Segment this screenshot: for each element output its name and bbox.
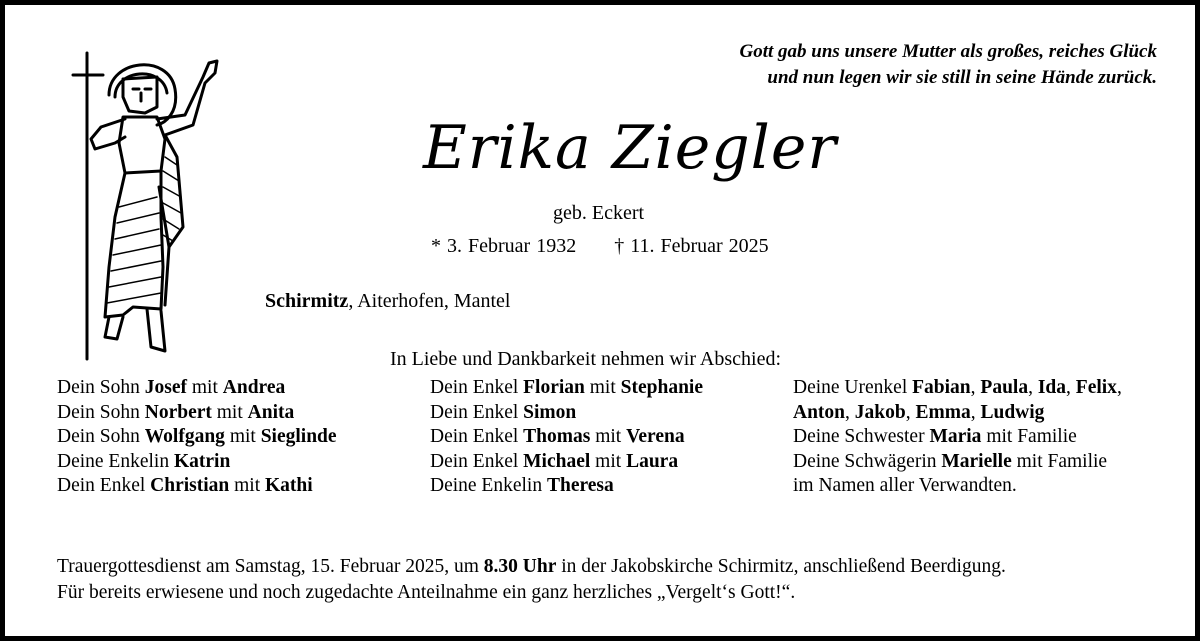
mourner-text: , bbox=[970, 401, 981, 423]
mourner-text: Dein Enkel bbox=[430, 450, 524, 472]
mourner-name: Stephanie bbox=[620, 377, 704, 398]
mourner-name: Wolfgang bbox=[144, 426, 225, 447]
mourner-name: Anton bbox=[793, 401, 846, 423]
mourner-name: Fabian bbox=[912, 377, 971, 398]
mourner-text: mit bbox=[224, 426, 261, 447]
mourners-column-3 bbox=[793, 376, 1122, 499]
place-home: Schirmitz bbox=[265, 290, 349, 312]
mourner-name: Katrin bbox=[173, 450, 231, 472]
mourner-name: Josef bbox=[144, 377, 187, 398]
mourner-text: Deine Schwester bbox=[793, 426, 930, 447]
mourner-text: Dein Enkel bbox=[430, 426, 524, 447]
mourner-text: Dein Enkel bbox=[430, 377, 524, 398]
motto-line-2: und nun legen wir sie still in seine Hände zurück. bbox=[767, 67, 1157, 88]
mourner-name: Emma bbox=[915, 401, 971, 423]
death-date: † 11. Februar 2025 bbox=[614, 235, 769, 257]
mourner-name: Michael bbox=[523, 450, 591, 472]
mourner-name: Sieglinde bbox=[260, 426, 337, 447]
motto bbox=[739, 39, 1157, 91]
mourner-text: mit bbox=[590, 426, 627, 447]
mourner-text: Dein Sohn bbox=[57, 426, 145, 447]
mourner-line bbox=[57, 474, 337, 499]
mourner-text: mit bbox=[187, 377, 223, 398]
mourner-line bbox=[430, 376, 703, 401]
life-dates bbox=[431, 235, 769, 258]
mourner-line bbox=[430, 425, 703, 450]
motto-line-1: Gott gab uns unsere Mutter als großes, reiches Glück bbox=[739, 41, 1157, 62]
mourner-text: , bbox=[1028, 377, 1038, 398]
service-location: in der Jakobskirche Schirmitz, anschließend Beerdigung. bbox=[556, 556, 1006, 577]
mourner-name: Thomas bbox=[523, 426, 591, 447]
mourner-text: Dein Enkel bbox=[57, 475, 151, 496]
mourner-name: Norbert bbox=[144, 401, 212, 423]
mourner-line bbox=[57, 425, 337, 450]
mourner-text: , bbox=[1116, 377, 1122, 398]
mourner-name: Ludwig bbox=[980, 401, 1045, 423]
maiden-name: geb. Eckert bbox=[553, 202, 645, 224]
deceased-name: Erika Ziegler bbox=[423, 113, 838, 183]
mourner-text: , bbox=[845, 401, 855, 423]
mourner-line bbox=[793, 376, 1122, 401]
mourner-name: Laura bbox=[626, 450, 679, 472]
service-line bbox=[57, 554, 1006, 580]
mourner-text: Deine Enkelin bbox=[57, 450, 174, 472]
mourner-text: , bbox=[905, 401, 916, 423]
mourner-text: Dein Enkel bbox=[430, 401, 524, 423]
service-time: 8.30 Uhr bbox=[483, 556, 557, 577]
mourner-name: Theresa bbox=[546, 475, 614, 496]
mourner-line bbox=[793, 450, 1122, 475]
places bbox=[265, 290, 511, 313]
mourner-text: Dein Sohn bbox=[57, 401, 145, 423]
thanks-line: Für bereits erwiesene und noch zugedachte Anteilnahme ein ganz herzliches „Vergelt‘s Gott!“. bbox=[57, 582, 796, 603]
mourner-name: Jakob bbox=[854, 401, 906, 423]
mourner-name: Paula bbox=[980, 377, 1029, 398]
mourner-name: Ida bbox=[1037, 377, 1067, 398]
mourner-text: mit Familie bbox=[1011, 450, 1108, 472]
mourner-line bbox=[430, 450, 703, 475]
mourner-name: Maria bbox=[929, 426, 982, 447]
mourner-text: , bbox=[1066, 377, 1076, 398]
mourner-text: mit bbox=[590, 450, 627, 472]
mourner-name: Verena bbox=[626, 426, 685, 447]
risen-christ-illustration bbox=[65, 47, 225, 367]
mourner-name: Christian bbox=[150, 475, 230, 496]
mourner-text: mit bbox=[584, 377, 621, 398]
mourners-column-1 bbox=[57, 376, 337, 499]
mourner-text: Deine Enkelin bbox=[430, 475, 547, 496]
mourner-name: Florian bbox=[523, 377, 585, 398]
farewell-line: In Liebe und Dankbarkeit nehmen wir Abschied: bbox=[390, 348, 781, 370]
places-other: , Aiterhofen, Mantel bbox=[348, 290, 511, 312]
mourner-name: Anita bbox=[247, 401, 295, 423]
mourner-text: mit bbox=[229, 475, 266, 496]
service-info bbox=[57, 554, 1006, 606]
mourner-text: Deine Schwägerin bbox=[793, 450, 942, 472]
mourner-name: Simon bbox=[523, 401, 577, 423]
mourner-text: mit bbox=[211, 401, 248, 423]
mourner-text: mit Familie bbox=[981, 426, 1077, 447]
mourner-text: im Namen aller Verwandten. bbox=[793, 475, 1017, 496]
mourner-line bbox=[430, 401, 703, 426]
mourner-name: Kathi bbox=[265, 475, 313, 496]
mourner-line bbox=[793, 401, 1122, 426]
mourner-name: Felix bbox=[1075, 377, 1117, 398]
mourner-line bbox=[793, 425, 1122, 450]
mourner-text: , bbox=[970, 377, 981, 398]
mourner-name: Andrea bbox=[222, 377, 286, 398]
mourner-line bbox=[57, 376, 337, 401]
mourner-line bbox=[57, 401, 337, 426]
service-text: Trauergottesdienst am Samstag, 15. Februar 2025, um bbox=[57, 556, 484, 577]
birth-date: * 3. Februar 1932 bbox=[431, 235, 577, 257]
mourner-line bbox=[793, 474, 1122, 499]
mourner-text: Dein Sohn bbox=[57, 377, 145, 398]
mourner-name: Marielle bbox=[941, 450, 1012, 472]
mourners-column-2 bbox=[430, 376, 703, 499]
mourner-line bbox=[57, 450, 337, 475]
mourner-text: Deine Urenkel bbox=[793, 377, 913, 398]
mourner-line bbox=[430, 474, 703, 499]
